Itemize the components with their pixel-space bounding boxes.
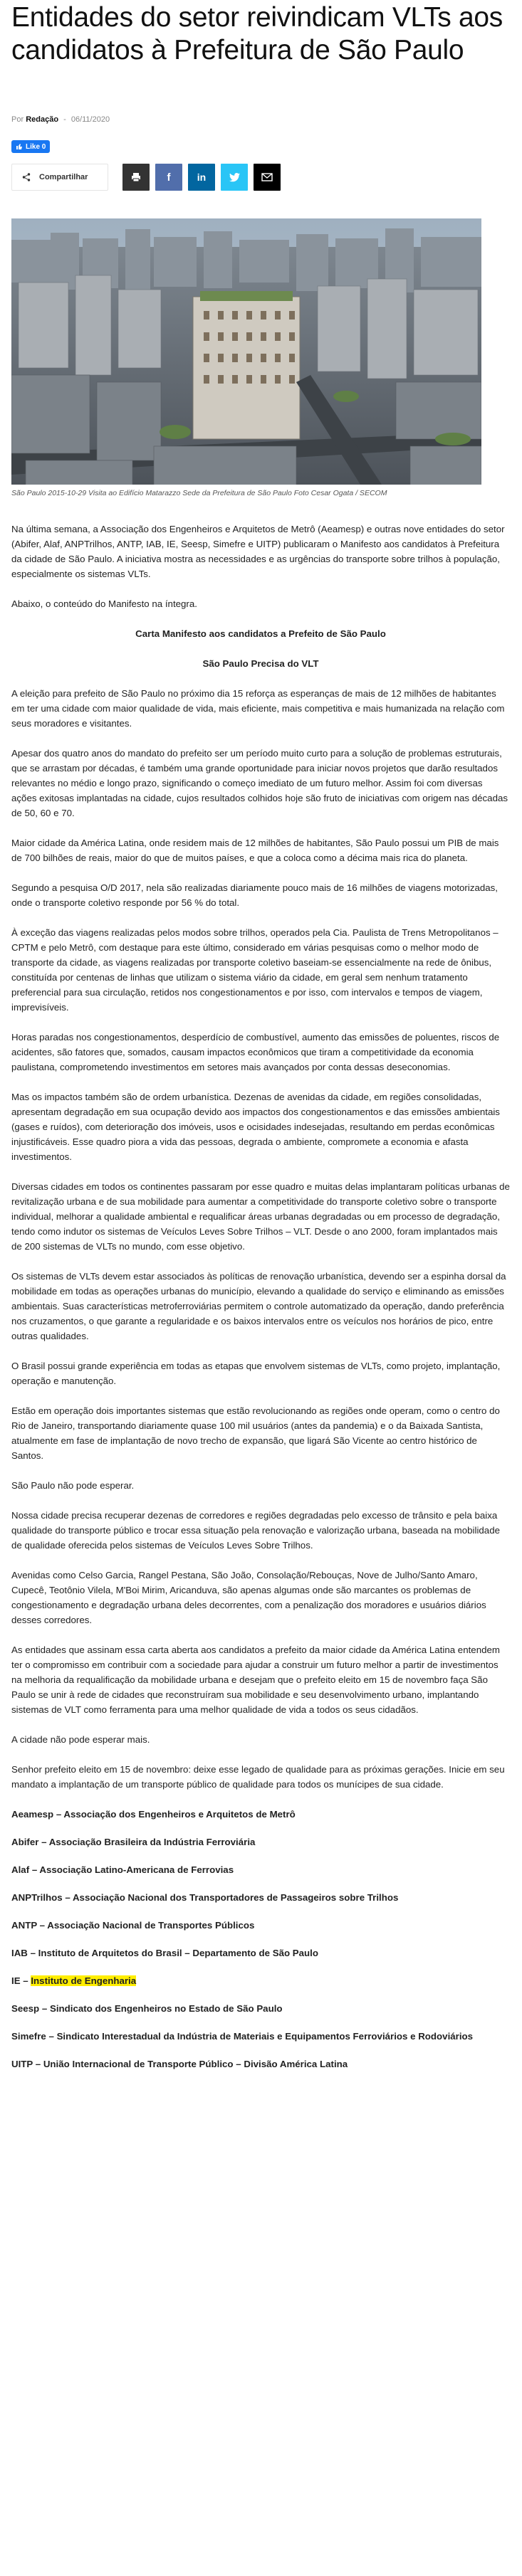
facebook-like-button[interactable] [11, 140, 50, 153]
signatory: IAB – Instituto de Arquitetos do Brasil – Departamento de São Paulo [11, 1948, 318, 1958]
linkedin-icon: in [197, 171, 207, 183]
by-label: Por [11, 115, 24, 124]
signatory: Abifer – Associação Brasileira da Indústria Ferroviária [11, 1837, 256, 1847]
signatory: Seesp – Sindicato dos Engenheiros no Estado de São Paulo [11, 2003, 283, 2014]
share-button[interactable] [11, 164, 108, 191]
hero-photo [11, 218, 481, 485]
manifesto-heading: Carta Manifesto aos candidatos a Prefeito de São Paulo [135, 628, 386, 639]
share-label: Compartilhar [39, 173, 88, 181]
paragraph: Na última semana, a Associação dos Engenheiros e Arquitetos de Metrô (Aeamesp) e outras nove entidades do setor (Abifer, Alaf, ANPTrilhos, ANTP, IAB, IE, Seesp, Simefre e UITP) publicaram o Manifesto aos candidatos à Prefeitura da cidade de São Paulo. A iniciativa mostra as necessidades e as urgências do transporte sobre trilhos à população, especialmente os sistemas VLTs. [11, 524, 505, 579]
paragraph: Diversas cidades em todos os continentes passaram por esse quadro e muitas delas implantaram políticas urbanas de revitalização urbana e de sua mobilidade para aumentar a competitividade do transporte coletivo sobre o transporte individual, melhorar a qualidade ambiental e requalificar áreas urbanas degradadas ou em processo de degradação, tendo como indutor os sistemas de Veículos Leves Sobre Trilhos – VLT. Desde o ano 2000, foram implantados mais de 200 sistemas de VLTs no mundo, com esse objetivo. [11, 1181, 510, 1252]
signatory: ANPTrilhos – Associação Nacional dos Transportadores de Passageiros sobre Trilhos [11, 1892, 399, 1903]
paragraph: Abaixo, o conteúdo do Manifesto na íntegra. [11, 598, 197, 609]
facebook-like-label: Like 0 [26, 142, 46, 151]
share-bar [11, 163, 281, 191]
paragraph: Os sistemas de VLTs devem estar associados às políticas de renovação urbanística, devendo ser a espinha dorsal da mobilidade em todas as operações urbanas do município, elevando a qualidade do serviço e eliminando as emissões ambientais. Suas características metroferroviárias permitem o controle automatizado da operação, dando preferência nos cruzamentos, o que garante a regularidade e os baixos intervalos entre os veículos nos horários de pico, entre outras qualidades. [11, 1271, 506, 1341]
signatory [11, 1973, 510, 1988]
twitter-share-button[interactable] [221, 164, 248, 191]
highlighted-signatory-link[interactable]: Instituto de Engenharia [31, 1975, 137, 1986]
signatory: Simefre – Sindicato Interestadual da Indústria de Materiais e Equipamentos Ferroviários e Rodoviários [11, 2031, 474, 2042]
paragraph: O Brasil possui grande experiência em todas as etapas que envolvem sistemas de VLTs, como projeto, implantação, operação e manutenção. [11, 1361, 501, 1386]
linkedin-share-button[interactable] [188, 164, 215, 191]
article-meta [11, 115, 110, 124]
signatory: ANTP – Associação Nacional de Transportes Públicos [11, 1920, 255, 1931]
mail-icon [261, 173, 273, 181]
paragraph: Mas os impactos também são de ordem urbanística. Dezenas de avenidas da cidade, em regiões consolidadas, apresentam degradação em sua ocupação devido aos impactos dos congestionamentos e das emissões ambientais (gases e ruídos), com deterioração dos imóveis, usos e ocisidades indesejadas, resultando em perdas econômicas injustificáveis. Esse quadro piora a vida das pessoas, degrada o ambiente, compromete a economia e afasta investimentos. [11, 1092, 500, 1162]
paragraph: Senhor prefeito eleito em 15 de novembro: deixe esse legado de qualidade para as próximas gerações. Inicie em seu mandato a implantação de um transporte público de qualidade para todos os munícipes de sua cidade. [11, 1764, 505, 1790]
print-button[interactable] [122, 164, 150, 191]
paragraph: Estão em operação dois importantes sistemas que estão revolucionando as regiões onde operam, como o centro do Rio de Janeiro, transportando diariamente quase 100 mil usuários (antes da pandemia) e o da Baixada Santista, atualmente em fase de implantação de novo trecho de expansão, que ligará São Vicente ao centro histórico de Santos. [11, 1405, 500, 1461]
email-share-button[interactable] [254, 164, 281, 191]
paragraph: Nossa cidade precisa recuperar dezenas de corredores e regiões degradadas pelo excesso de trânsito e pela baixa qualidade do transporte público e trocar essa situação pela renovação e valorização urbana, baseada na mobilidade de qualidade oferecida pelos sistemas de Veículos Leves Sobre Trilhos. [11, 1510, 500, 1551]
paragraph: A eleição para prefeito de São Paulo no próximo dia 15 reforça as esperanças de mais de 12 milhões de habitantes em ter uma cidade com maior qualidade de vida, mais eficiente, mais competitiva e mais humanizada na relação com seus moradores e visitantes. [11, 688, 505, 729]
article-title: Entidades do setor reivindicam VLTs aos candidatos à Prefeitura de São Paulo [11, 2, 503, 65]
printer-icon [131, 172, 141, 182]
twitter-icon [229, 173, 240, 182]
paragraph: As entidades que assinam essa carta aberta aos candidatos a prefeito da maior cidade da América Latina entendem ter o compromisso em contribuir com a sociedade para ajudar a construir um futuro melhor a partir de investimentos na melhoria da requalificação da mobilidade urbana e desejam que o prefeito eleito em 15 de novembro faça São Paulo se unir à rede de cidades que reconstruíram sua mobilidade e seu desenvolvimento urbano, implantando sistemas de VLT como ferramenta para uma melhor qualidade de vida a todos os seus cidadãos. [11, 1645, 500, 1715]
facebook-share-button[interactable] [155, 164, 182, 191]
author-link[interactable]: Redação [26, 115, 59, 124]
article-body [11, 522, 510, 2084]
manifesto-subheading: São Paulo Precisa do VLT [202, 658, 319, 669]
paragraph: Segundo a pesquisa O/D 2017, nela são realizadas diariamente pouco mais de 16 milhões de viagens motorizadas, onde o transporte coletivo responde por 56 % do total. [11, 882, 498, 908]
publish-date: 06/11/2020 [71, 115, 110, 124]
paragraph: Apesar dos quatro anos do mandato do prefeito ser um período muito curto para a solução de problemas estruturais, que se arrastam por décadas, é também uma grande oportunidade para iniciar novos projetos que darão resultados relevantes no médio e longo prazo, significando o começo imediato de um futuro melhor. Assim foi com diversas ações exitosas implantadas na cidade, cujos resultados colhidos hoje são fruto de iniciativas com origem nas décadas de 50, 60 e 70. [11, 748, 508, 818]
signatory: UITP – União Internacional de Transporte Público – Divisão América Latina [11, 2059, 348, 2069]
paragraph: A cidade não pode esperar mais. [11, 1734, 150, 1745]
signatory: Alaf – Associação Latino-Americana de Ferrovias [11, 1864, 234, 1875]
signatory-prefix: IE – [11, 1975, 31, 1986]
signatory: Aeamesp – Associação dos Engenheiros e Arquitetos de Metrô [11, 1809, 296, 1820]
meta-separator: - [63, 115, 66, 124]
photo-caption: São Paulo 2015-10-29 Visita ao Edifício Matarazzo Sede da Prefeitura de São Paulo Foto Cesar Ogata / SECOM [11, 489, 387, 497]
paragraph: São Paulo não pode esperar. [11, 1480, 135, 1491]
paragraph: Horas paradas nos congestionamentos, desperdício de combustível, aumento das emissões de poluentes, riscos de acidentes, são fatores que, somados, causam impactos econômicos que tiram a competitividade da economia paulistana, comprometendo investimentos em setores mais avançados por conta dessas deseconomias. [11, 1032, 500, 1072]
paragraph: À exceção das viagens realizadas pelos modos sobre trilhos, operados pela Cia. Paulista de Trens Metropolitanos – CPTM e pelo Metrô, com destaque para este último, considerado em várias pesquisas como o melhor modo de transporte da cidade, as viagens realizadas por transporte coletivo baseiam-se essencialmente na rede de ônibus, constituída por centenas de linhas que utilizam o sistema viário da cidade, em geral sem nenhum tratamento preferencial para sua circulação, retidos nos congestionamentos e por isso, com intervalos e tempos de viagem, imprevisíveis. [11, 927, 498, 1013]
facebook-icon: f [167, 171, 171, 184]
city-aerial-image [11, 218, 481, 485]
thumbs-up-icon [16, 143, 23, 150]
share-icon [22, 173, 31, 181]
paragraph: Avenidas como Celso Garcia, Rangel Pestana, São João, Consolação/Rebouças, Nove de Julho/Santo Amaro, Cupecê, Teotônio Vilela, M'Boi Mirim, Aricanduva, são apenas algumas onde são marcantes os problemas de congestionamento e degradação urbana deles decorrentes, com a penalização dos moradores e usuários diários desses corredores. [11, 1570, 486, 1625]
paragraph: Maior cidade da América Latina, onde residem mais de 12 milhões de habitantes, São Paulo possui um PIB de mais de 700 bilhões de reais, maior do que de muitos países, e que a coloca como a décima mais rica do planeta. [11, 838, 499, 863]
